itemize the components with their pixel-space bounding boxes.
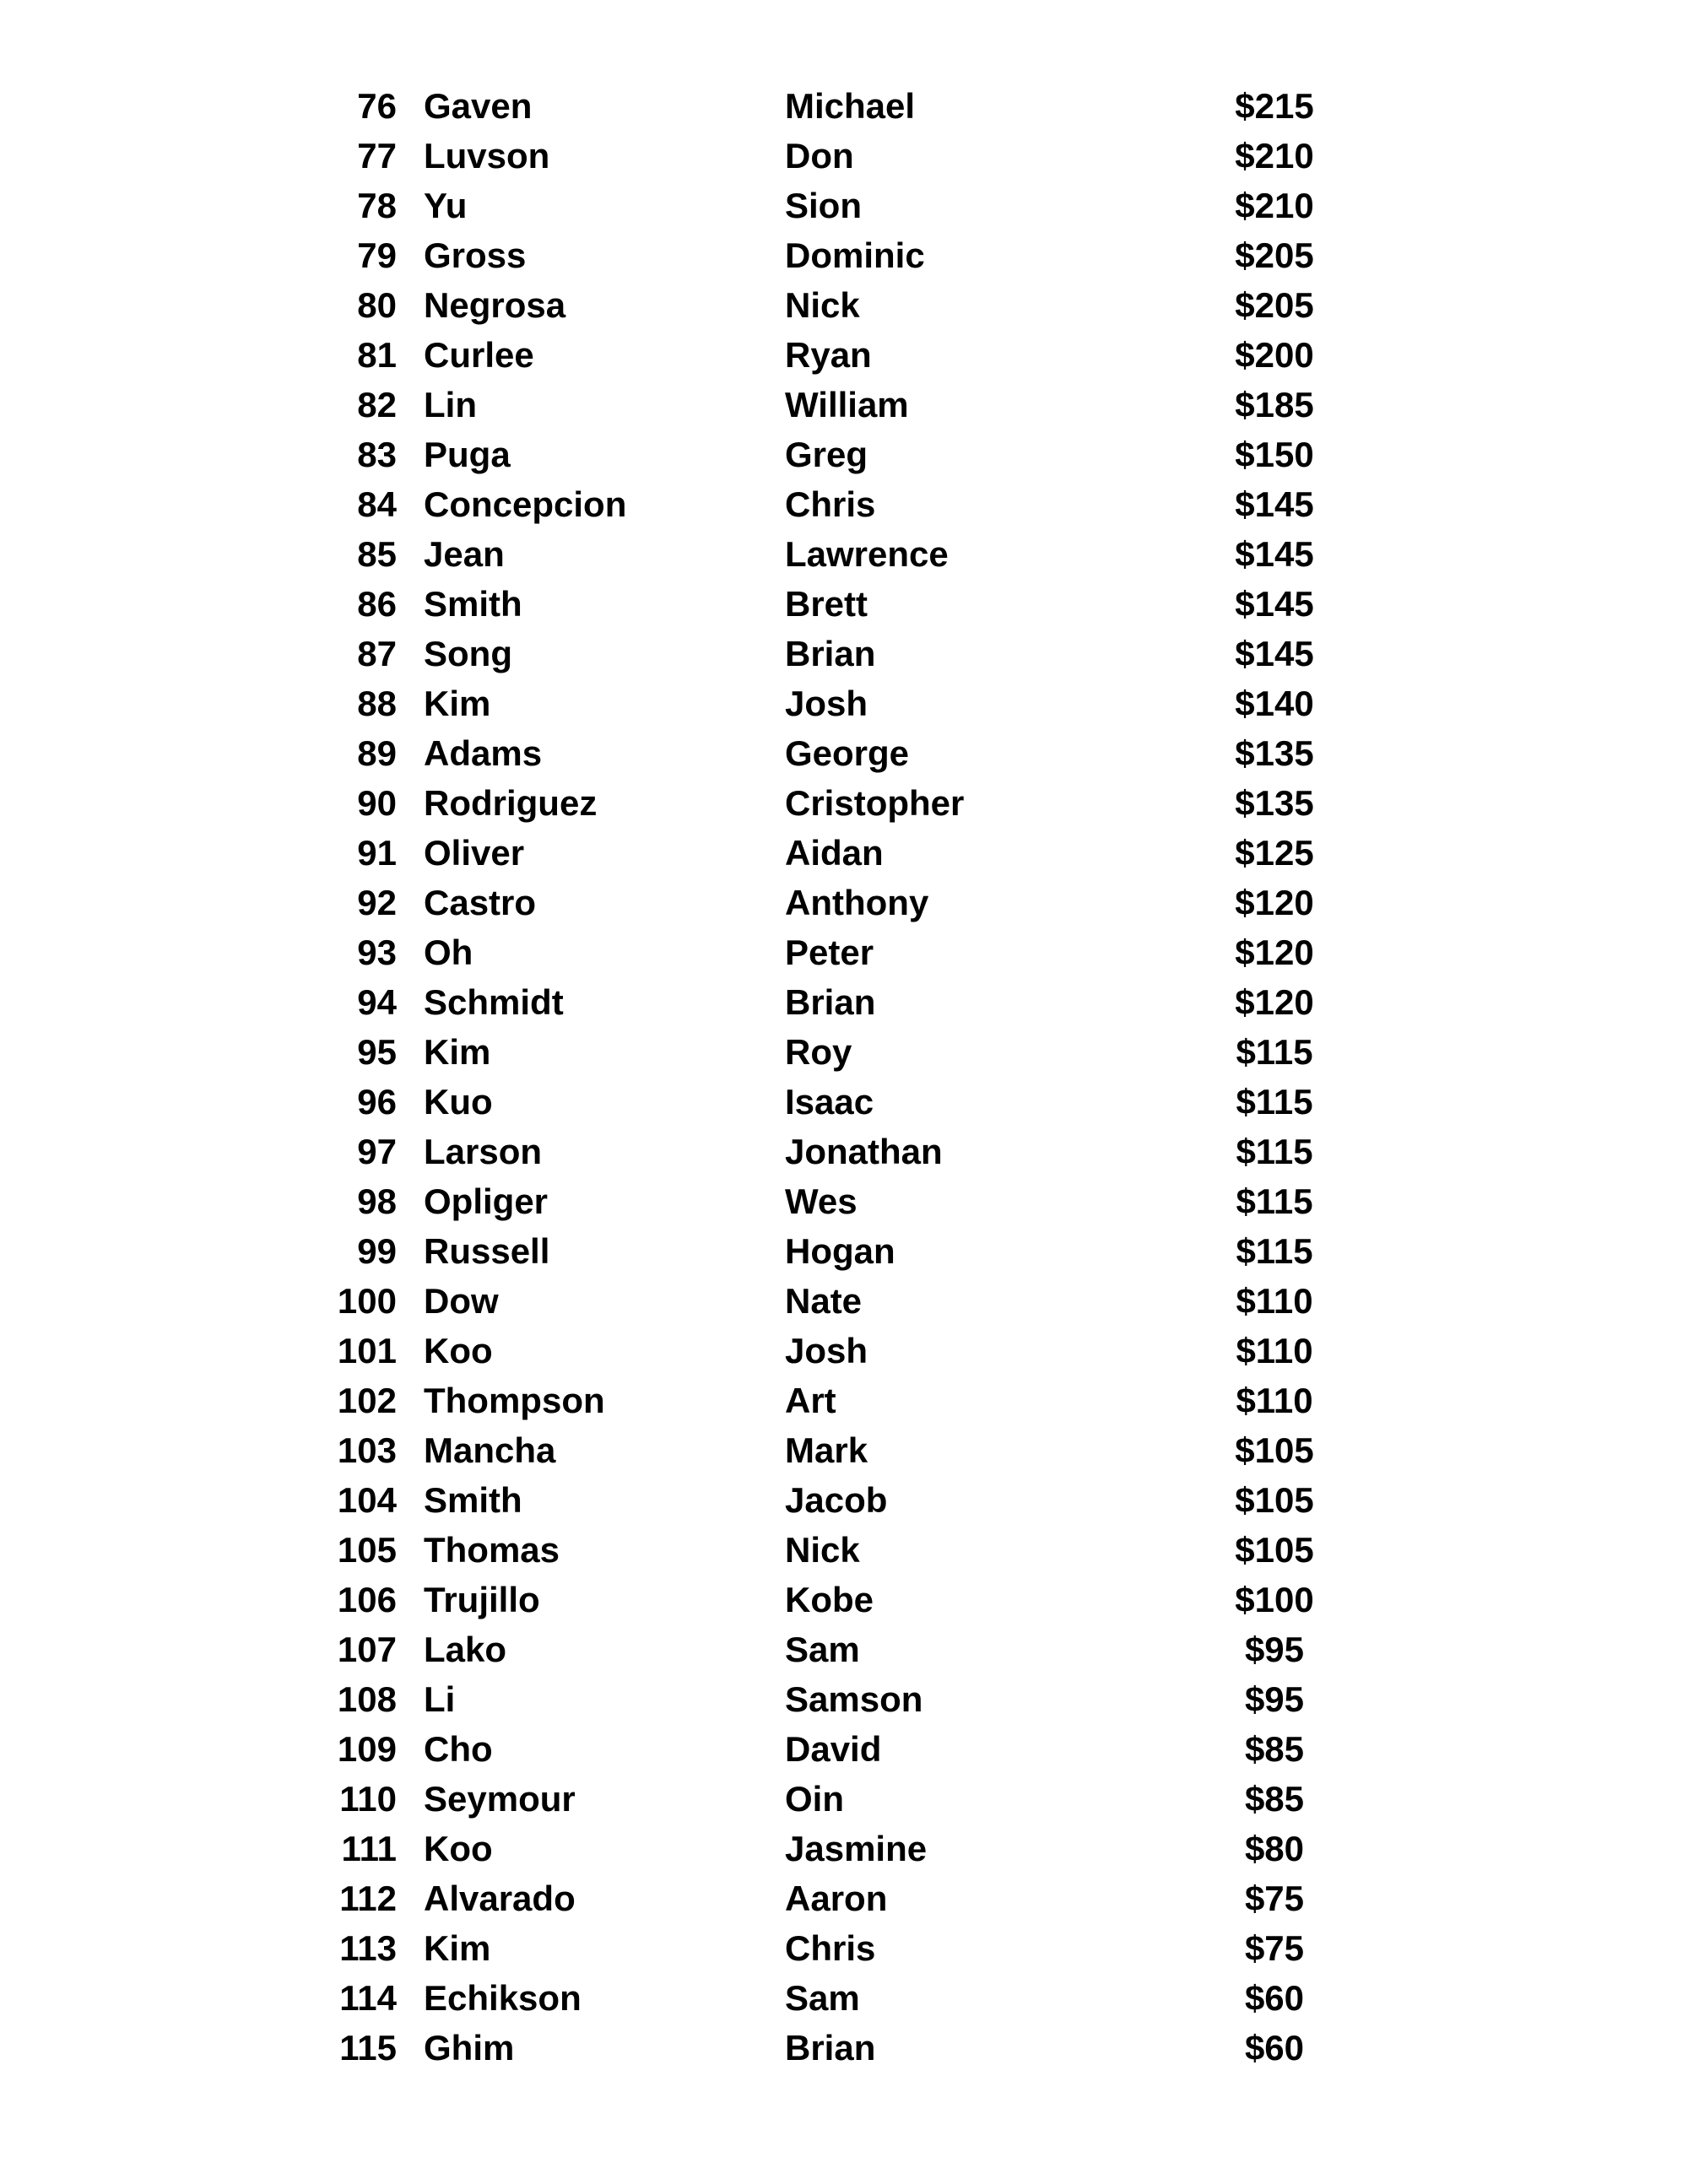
table-row [0,479,1688,529]
rank-cell: 87 [357,634,397,673]
last-name-cell: Concepcion [424,484,627,524]
last-name-cell: Puga [424,435,511,474]
table-row [0,1923,1688,1973]
amount-cell: $115 [1236,1231,1313,1271]
table-row [0,678,1688,728]
last-name-cell: Castro [424,883,537,922]
first-name-cell: Greg [785,435,868,474]
amount-cell: $95 [1244,1630,1305,1669]
amount-cell: $60 [1244,2028,1305,2068]
first-name-cell: Chris [785,1928,876,1968]
table-row [0,1176,1688,1226]
first-name-cell: Aaron [785,1879,888,1918]
first-name-cell: Art [785,1381,836,1420]
rank-cell: 109 [337,1729,397,1769]
first-name-cell: Brett [785,584,868,624]
table-row [0,1824,1688,1873]
table-row [0,430,1688,479]
table-row [0,1127,1688,1176]
first-name-cell: Michael [785,86,916,126]
last-name-cell: Oh [424,933,473,972]
first-name-cell: Josh [785,1331,868,1370]
table-row [0,1425,1688,1475]
last-name-cell: Mancha [424,1430,556,1470]
amount-cell: $105 [1235,1480,1314,1520]
last-name-cell: Jean [424,534,505,574]
amount-cell: $105 [1235,1430,1314,1470]
rank-cell: 110 [339,1779,397,1819]
table-row [0,1226,1688,1276]
amount-cell: $205 [1235,235,1314,275]
last-name-cell: Gross [424,235,527,275]
amount-cell: $100 [1235,1580,1314,1619]
table-row [0,579,1688,629]
first-name-cell: Jonathan [785,1132,943,1171]
last-name-cell: Echikson [424,1978,582,2018]
amount-cell: $110 [1236,1381,1313,1420]
first-name-cell: Jacob [785,1480,888,1520]
rank-cell: 103 [337,1430,397,1470]
rank-cell: 99 [357,1231,397,1271]
last-name-cell: Schmidt [424,982,564,1022]
amount-cell: $95 [1244,1679,1305,1719]
last-name-cell: Koo [424,1331,493,1370]
amount-cell: $110 [1236,1331,1313,1370]
rank-cell: 84 [357,484,397,524]
rank-cell: 83 [357,435,397,474]
last-name-cell: Kuo [424,1082,493,1122]
first-name-cell: David [785,1729,882,1769]
rank-cell: 82 [357,385,397,424]
last-name-cell: Russell [424,1231,550,1271]
rank-cell: 92 [357,883,397,922]
table-row [0,1475,1688,1525]
first-name-cell: Wes [785,1181,858,1221]
amount-cell: $210 [1235,136,1314,176]
table-row [0,1873,1688,1923]
first-name-cell: Brian [785,982,876,1022]
ranking-table [0,81,1688,2073]
table-row [0,380,1688,430]
table-row [0,1525,1688,1575]
last-name-cell: Smith [424,1480,522,1520]
last-name-cell: Cho [424,1729,493,1769]
rank-cell: 77 [357,136,397,176]
last-name-cell: Curlee [424,335,534,375]
rank-cell: 81 [357,335,397,375]
last-name-cell: Adams [424,733,543,773]
last-name-cell: Kim [424,684,491,723]
rank-cell: 98 [357,1181,397,1221]
table-row [0,131,1688,181]
table-row [0,828,1688,878]
amount-cell: $80 [1244,1829,1305,1868]
first-name-cell: Ryan [785,335,872,375]
rank-cell: 94 [357,982,397,1022]
last-name-cell: Lako [424,1630,507,1669]
first-name-cell: Samson [785,1679,923,1719]
first-name-cell: George [785,733,910,773]
table-row [0,330,1688,380]
amount-cell: $85 [1244,1779,1305,1819]
first-name-cell: Sion [785,186,862,225]
rank-cell: 97 [357,1132,397,1171]
amount-cell: $120 [1235,883,1314,922]
rank-cell: 101 [337,1331,397,1370]
amount-cell: $145 [1235,484,1314,524]
table-row [0,977,1688,1027]
first-name-cell: Sam [785,1978,860,2018]
table-row [0,230,1688,280]
last-name-cell: Luvson [424,136,550,176]
amount-cell: $210 [1235,186,1314,225]
rank-cell: 88 [357,684,397,723]
last-name-cell: Thomas [424,1530,560,1570]
last-name-cell: Song [424,634,512,673]
table-row [0,1326,1688,1376]
last-name-cell: Kim [424,1032,491,1072]
amount-cell: $145 [1235,584,1314,624]
rank-cell: 78 [357,186,397,225]
first-name-cell: Jasmine [785,1829,928,1868]
rank-cell: 114 [339,1978,397,2018]
first-name-cell: Kobe [785,1580,874,1619]
table-row [0,778,1688,828]
table-row [0,2023,1688,2073]
first-name-cell: Nick [785,1530,860,1570]
rank-cell: 113 [339,1928,397,1968]
last-name-cell: Rodriguez [424,783,598,823]
rank-cell: 107 [337,1630,397,1669]
amount-cell: $145 [1235,634,1314,673]
table-row [0,1276,1688,1326]
last-name-cell: Larson [424,1132,543,1171]
amount-cell: $200 [1235,335,1314,375]
first-name-cell: Roy [785,1032,852,1072]
first-name-cell: Aidan [785,833,884,873]
last-name-cell: Smith [424,584,522,624]
rank-cell: 100 [337,1281,397,1321]
amount-cell: $60 [1244,1978,1305,2018]
last-name-cell: Yu [424,186,468,225]
amount-cell: $115 [1236,1032,1313,1072]
last-name-cell: Ghim [424,2028,515,2068]
first-name-cell: Isaac [785,1082,874,1122]
table-row [0,81,1688,131]
last-name-cell: Li [424,1679,456,1719]
table-row [0,629,1688,678]
last-name-cell: Oliver [424,833,525,873]
last-name-cell: Negrosa [424,285,566,325]
rank-cell: 106 [337,1580,397,1619]
amount-cell: $110 [1236,1281,1313,1321]
amount-cell: $145 [1235,534,1314,574]
last-name-cell: Lin [424,385,477,424]
first-name-cell: Don [785,136,854,176]
amount-cell: $105 [1235,1530,1314,1570]
amount-cell: $125 [1235,833,1314,873]
first-name-cell: Chris [785,484,876,524]
first-name-cell: Cristopher [785,783,965,823]
rank-cell: 105 [337,1530,397,1570]
rank-cell: 93 [357,933,397,972]
rank-cell: 91 [357,833,397,873]
rank-cell: 111 [341,1829,397,1868]
table-row [0,529,1688,579]
rank-cell: 79 [357,235,397,275]
first-name-cell: Mark [785,1430,868,1470]
table-row [0,878,1688,927]
rank-cell: 108 [337,1679,397,1719]
first-name-cell: Nick [785,285,860,325]
amount-cell: $75 [1244,1879,1305,1918]
table-row [0,280,1688,330]
last-name-cell: Dow [424,1281,499,1321]
first-name-cell: Nate [785,1281,863,1321]
first-name-cell: Brian [785,634,876,673]
amount-cell: $140 [1235,684,1314,723]
table-row [0,1376,1688,1425]
last-name-cell: Gaven [424,86,533,126]
amount-cell: $135 [1235,783,1314,823]
table-row [0,181,1688,230]
amount-cell: $85 [1244,1729,1305,1769]
table-row [0,1724,1688,1774]
first-name-cell: Hogan [785,1231,895,1271]
rank-cell: 95 [357,1032,397,1072]
first-name-cell: Anthony [785,883,929,922]
amount-cell: $205 [1235,285,1314,325]
last-name-cell: Opliger [424,1181,549,1221]
first-name-cell: Sam [785,1630,860,1669]
amount-cell: $115 [1236,1181,1313,1221]
first-name-cell: William [785,385,909,424]
rank-cell: 112 [339,1879,397,1918]
rank-cell: 90 [357,783,397,823]
table-row [0,728,1688,778]
table-row [0,927,1688,977]
table-row [0,1624,1688,1674]
first-name-cell: Lawrence [785,534,949,574]
rank-cell: 76 [357,86,397,126]
amount-cell: $185 [1235,385,1314,424]
first-name-cell: Josh [785,684,868,723]
table-row [0,1575,1688,1624]
rank-cell: 85 [357,534,397,574]
amount-cell: $120 [1235,933,1314,972]
amount-cell: $120 [1235,982,1314,1022]
last-name-cell: Trujillo [424,1580,540,1619]
amount-cell: $215 [1235,86,1314,126]
rank-cell: 102 [337,1381,397,1420]
amount-cell: $115 [1236,1132,1313,1171]
last-name-cell: Alvarado [424,1879,576,1918]
rank-cell: 115 [339,2028,397,2068]
rank-cell: 96 [357,1082,397,1122]
table-row [0,1674,1688,1724]
first-name-cell: Peter [785,933,874,972]
table-row [0,1027,1688,1077]
last-name-cell: Kim [424,1928,491,1968]
amount-cell: $115 [1236,1082,1313,1122]
amount-cell: $75 [1244,1928,1305,1968]
rank-cell: 104 [337,1480,397,1520]
table-row [0,1973,1688,2023]
last-name-cell: Koo [424,1829,493,1868]
first-name-cell: Oin [785,1779,844,1819]
table-row [0,1774,1688,1824]
last-name-cell: Seymour [424,1779,576,1819]
first-name-cell: Dominic [785,235,925,275]
amount-cell: $135 [1235,733,1314,773]
first-name-cell: Brian [785,2028,876,2068]
last-name-cell: Thompson [424,1381,605,1420]
amount-cell: $150 [1235,435,1314,474]
rank-cell: 80 [357,285,397,325]
rank-cell: 89 [357,733,397,773]
rank-cell: 86 [357,584,397,624]
table-row [0,1077,1688,1127]
